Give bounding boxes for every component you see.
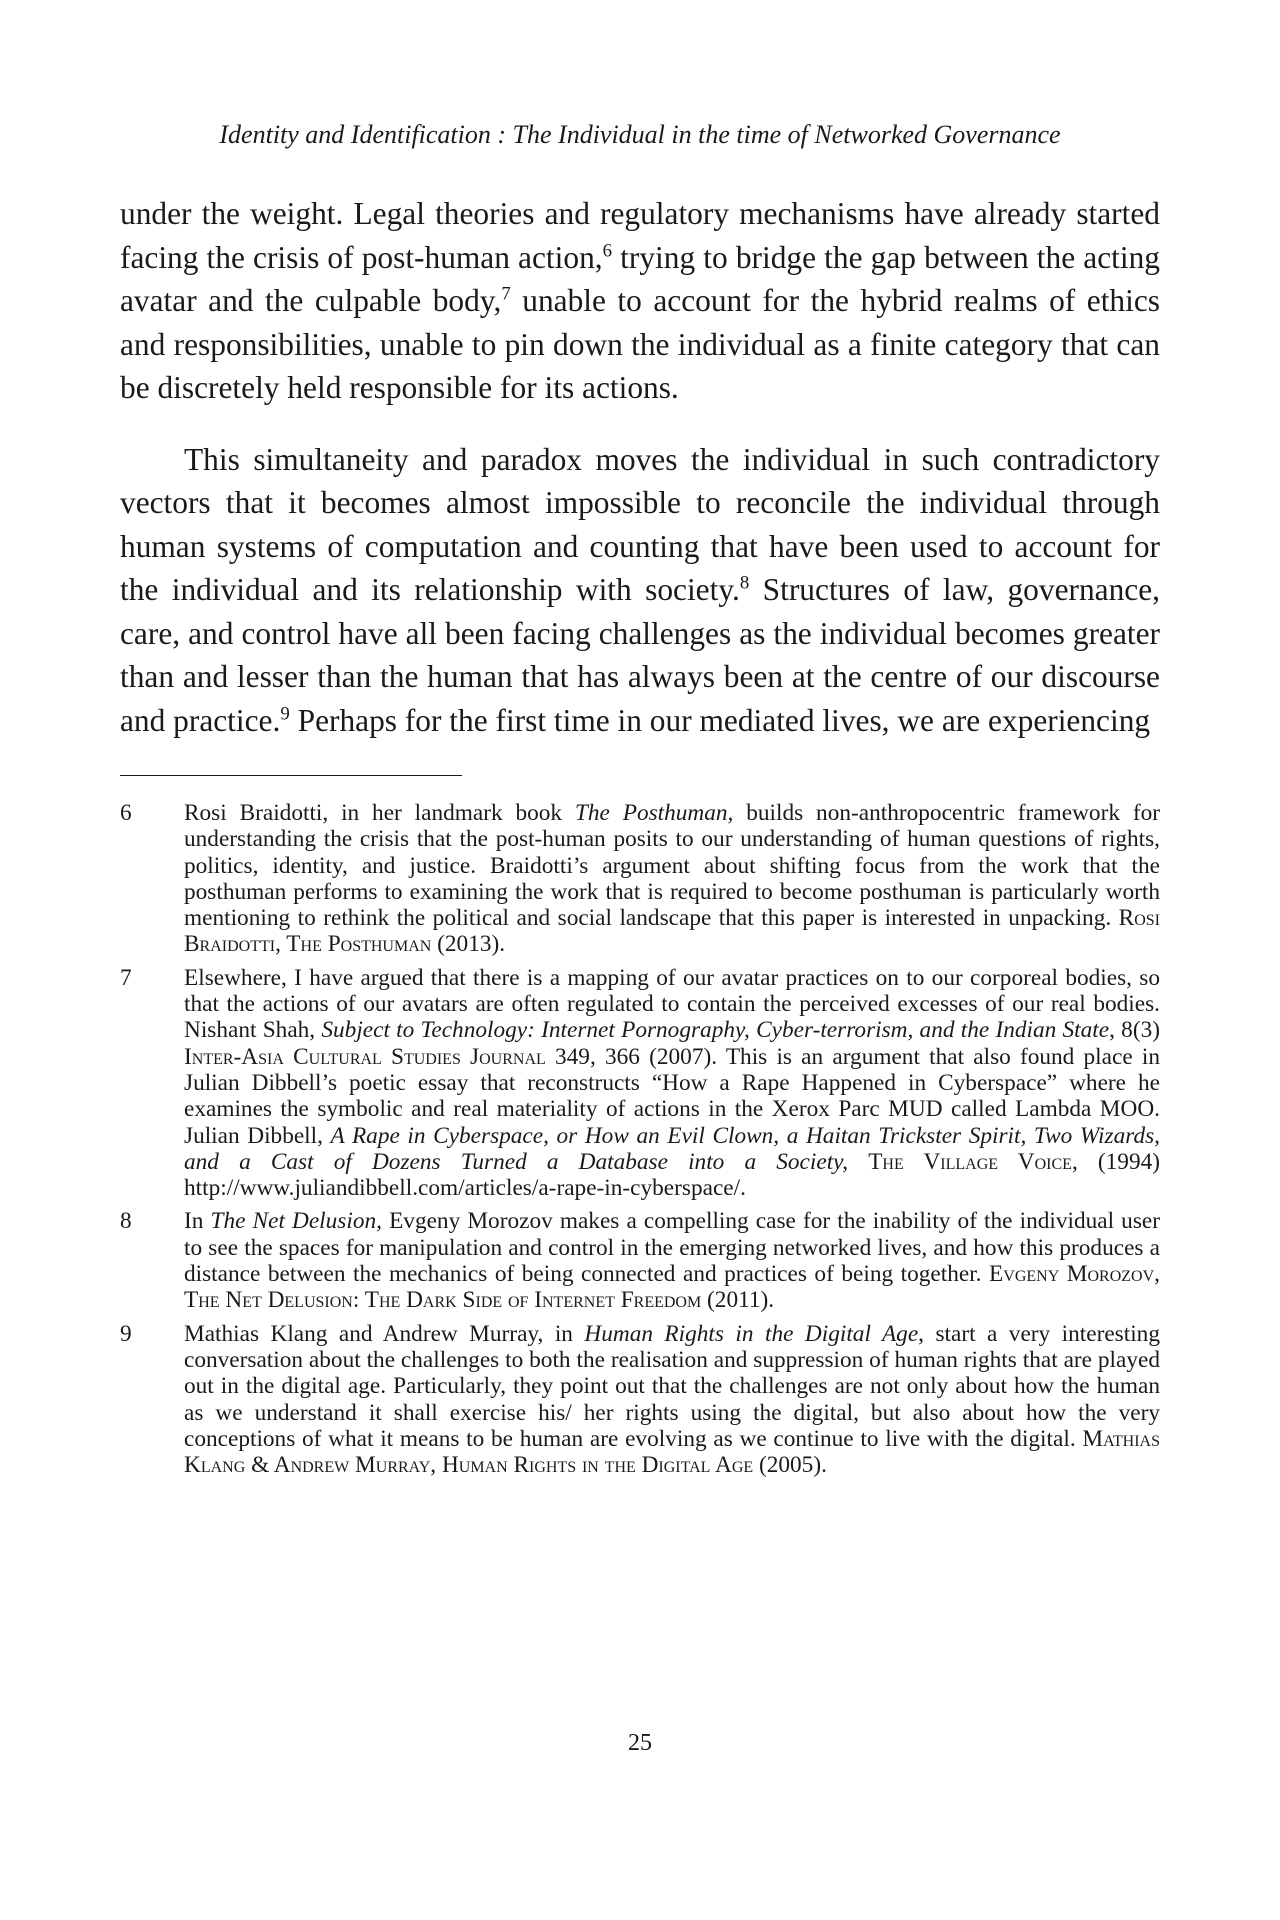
footnote-9 [120,1321,1160,1479]
footnote-segment: Evgeny Morozov makes a compelling case for the inability of the individual user to see the spaces for manipulation and control in the emerging networked lives, and how this produces a distance between the mechanics of being connected and practices of being together. [184,1208,1160,1288]
footnote-text [184,1321,1160,1479]
footnote-number: 9 [120,1320,132,1347]
footnote-segment: builds non-anthropocentric framework for understanding the crisis that the post-human posits to our understanding of human questions of rights, politics, identity, and justice. Braidotti’s argument about shifting focus from the work that the posthuman performs to examining the work that is required to become posthuman is particularly worth mentioning to rethink the political and social landscape that this paper is interested in unpacking. [184,800,1160,932]
footnote-text [184,965,1160,1202]
paragraph-2-text-b: Structures of law, governance, care, and control have all been facing challenges as the individual becomes greater than and lesser than the human that has always been at the centre of our discourse and practice. [120,572,1160,738]
footnote-segment: , (1994) http://www.juliandibbell.com/articles/a-rape-in-cyberspace/. [184,1148,1161,1202]
paragraph-1 [120,192,1160,410]
footnote-segment: , 8(3) [1109,1017,1160,1044]
footnote-ref-6[interactable]: 6 [602,240,613,262]
page-number: 25 [628,1730,652,1756]
footnote-segment: , start a very interesting conversation about the challenges to both the realisation and suppression of human rights that are played out in the digital age. Particularly, they point out that the challenges are not only about how the human as we understand it shall exercise his/ her rights using the digital, but also about how the very conceptions of what it means to be human are evolving as we continue to live with the digital. [184,1320,1160,1452]
journal-small-caps: The Village Voice [868,1148,1072,1175]
footnote-7 [120,965,1160,1202]
footnote-segment: Elsewhere, I have argued that there is a mapping of our avatar practices on to our corporeal bodies, so that the actions of our avatars are often regulated to contain the perceived excesses of our real bodies. Nishant Shah, [184,964,1160,1044]
paragraph-2 [120,438,1160,743]
footnote-8 [120,1208,1160,1313]
footnote-ref-8[interactable]: 8 [739,572,750,594]
footnote-ref-7[interactable]: 7 [501,283,511,305]
footnote-number: 7 [120,964,132,991]
footnote-segment: (2005). [753,1452,827,1479]
body-text [120,192,1160,742]
citation-small-caps: Evgeny Morozov, The Net Delusion: The Dark Side of Internet Freedom [184,1261,1160,1314]
footnote-text [184,1208,1160,1313]
book-title: The Net Delusion, [210,1208,382,1235]
citation-small-caps: Rosi Braidotti, The Posthuman [184,905,1160,958]
footnote-segment: (2011). [701,1287,775,1314]
footnote-segment: (2013). [431,931,506,958]
paragraph-1-text-c: unable to account for the hybrid realms of ethics and responsibilities, unable to pin down the individual as a finite category that can be discretely held responsible for its actions. [120,283,1160,405]
footnote-number: 6 [120,800,132,826]
article-title: Subject to Technology: Internet Pornography, Cyber-terrorism, and the Indian State [321,1017,1110,1044]
running-head: Identity and Identification : The Individual in the time of Networked Governance [219,120,1061,149]
footnote-separator [120,775,462,776]
footnote-segment: Rosi Braidotti, in her landmark book [184,800,575,826]
footnote-segment: 349, 366 (2007). This is an argument that also found place in Julian Dibbell’s poetic essay that reconstructs “How a Rape Happened in Cyberspace” where he examines the symbolic and real materiality of actions in the Xerox Parc MUD called Lambda MOO. Julian Dibbell, [184,1043,1160,1149]
paragraph-1-text-a: under the weight. Legal theories and regulatory mechanisms have already started facing the crisis of post-human action, [120,196,1160,275]
citation-small-caps: Mathias Klang & Andrew Murray, Human Rights in the Digital Age [184,1425,1160,1479]
footnote-text [184,800,1160,958]
footnote-segment: Mathias Klang and Andrew Murray, in [184,1320,585,1347]
footnote-segment: In [184,1208,211,1235]
book-title: Human Rights in the Digital Age [584,1320,919,1347]
article-title: A Rape in Cyberspace, or How an Evil Clown, a Haitan Trickster Spirit, Two Wizards, and a Cast of Dozens Turned a Database into a Society, [184,1122,1160,1175]
footnote-segment [848,1149,868,1175]
book-title: The Posthuman, [574,800,734,826]
footnote-6 [120,800,1160,958]
paragraph-1-text-b: trying to bridge the gap between the acting avatar and the culpable body, [120,239,1160,318]
footnote-ref-9[interactable]: 9 [280,703,290,725]
footnotes [120,800,1160,1485]
footnote-number: 8 [120,1208,132,1235]
paragraph-2-text-c: Perhaps for the first time in our mediated lives, we are experiencing [289,702,1151,738]
journal-small-caps: Inter-Asia Cultural Studies Journal [184,1043,546,1070]
paragraph-2-text-a: This simultaneity and paradox moves the individual in such contradictory vectors that it becomes almost impossible to reconcile the individual through human systems of computation and counting that have been used to account for the individual and its relationship with society. [120,441,1160,607]
